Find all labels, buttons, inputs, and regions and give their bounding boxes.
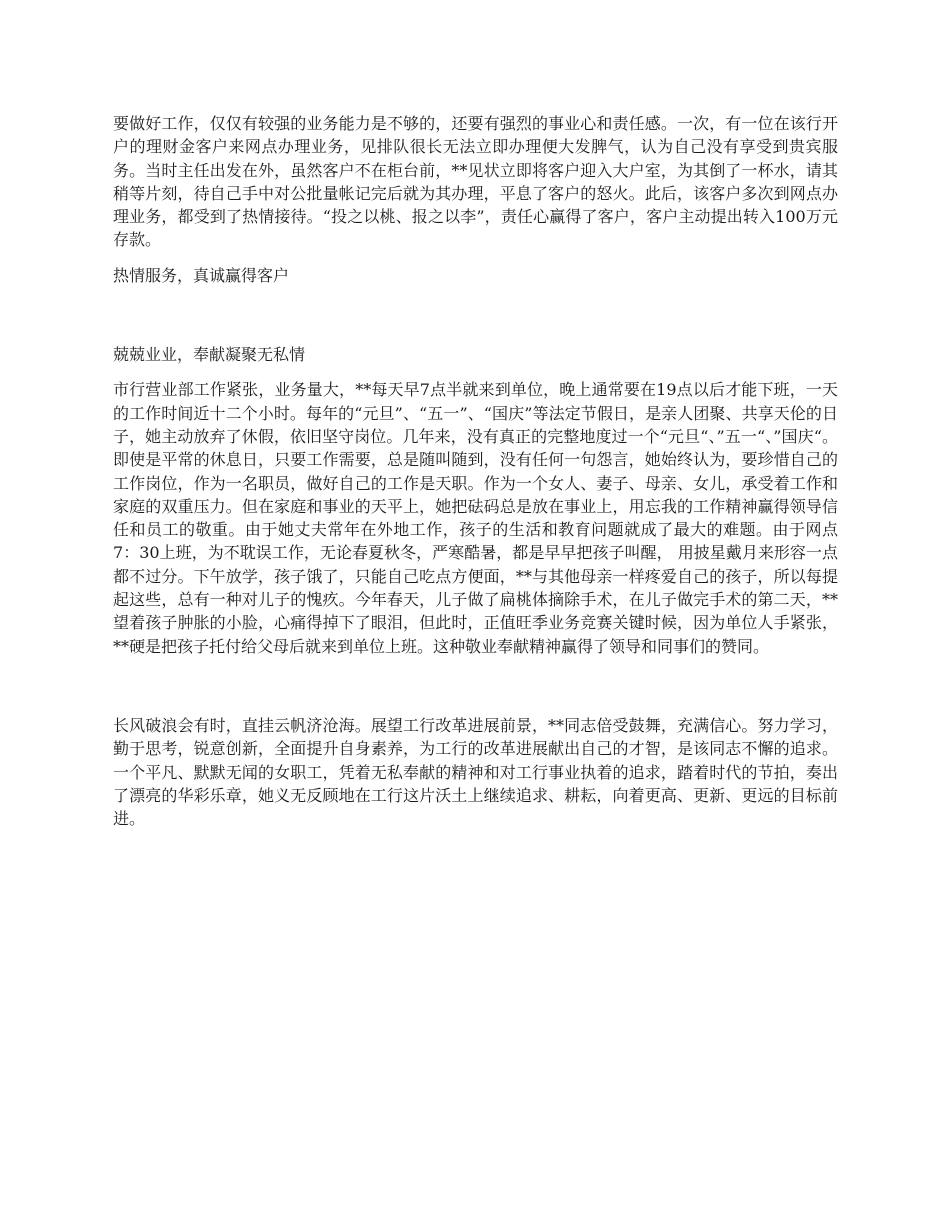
section-heading-dedication: 兢兢业业，奉献凝聚无私情 [113,345,306,365]
document-body [113,112,838,830]
paragraph-responsibility: 要做好工作，仅仅有较强的业务能力是不够的，还要有强烈的事业心和责任感。一次，有一位在该行开户的理财金客户来网点办理业务，见排队很长无法立即办理便大发脾气，认为自己没有享受到贵宾服务。当时主任出发在外，虽然客户不在柜台前，**见状立即将客户迎入大户室，为其倒了一杯水，请其稍等片刻，待自己手中对公批量帐记完后就为其办理，平息了客户的怒火。此后，该客户多次到网点办理业务，都受到了热情接待。“投之以桃、报之以李”，责任心赢得了客户，客户主动提出转入100万元存款。 [113,114,838,250]
section-heading-service: 热情服务，真诚赢得客户 [113,265,290,285]
paragraph-conclusion: 长风破浪会有时，直挂云帆济沧海。展望工行改革进展前景，**同志倍受鼓舞，充满信心。努力学习，勤于思考，锐意创新，全面提升自身素养，为工行的改革进展献出自己的才智，是该同志不懈的追求。一个平凡、默默无闻的女职工，凭着无私奉献的精神和对工行事业执着的追求，踏着时代的节拍，奏出了漂亮的华彩乐章，她义无反顾地在工行这片沃土上继续追求、耕耘，向着更高、更新、更远的目标前进。 [113,715,838,829]
paragraph-dedication: 市行营业部工作紧张，业务量大，**每天早7点半就来到单位，晚上通常要在19点以后才能下班，一天的工作时间近十二个小时。每年的“元旦”、“五一”、“国庆”等法定节假日，是亲人团聚、共享天伦的日子，她主动放弃了休假，依旧坚守岗位。几年来，没有真正的完整地度过一个“元旦“、”五一“、”国庆“。即使是平常的休息日，只要工作需要，总是随叫随到，没有任何一句怨言，她始终认为，要珍惜自己的工作岗位，作为一名职员，做好自己的工作是天职。作为一个女人、妻子、母亲、女儿，承受着工作和家庭的双重压力。但在家庭和事业的天平上，她把砝码总是放在事业上，用忘我的工作精神赢得领导信任和员工的敬重。由于她丈夫常年在外地工作，孩子的生活和教育问题就成了最大的难题。由于网点7：30上班，为不耽误工作，无论春夏秋冬，严寒酷暑，都是早早把孩子叫醒， 用披星戴月来形容一点都不过分。下午放学，孩子饿了，只能自己吃点方便面，**与其他母亲一样疼爱自己的孩子，所以每提起这些，总有一种对儿子的愧疚。今年春天，儿子做了扁桃体摘除手术，在儿子做完手术的第二天，**望着孩子肿胀的小脸，心痛得掉下了眼泪，但此时，正值旺季业务竞赛关键时候，因为单位人手紧张，**硬是把孩子托付给父母后就来到单位上班。这种敬业奉献精神赢得了领导和同事们的赞同。 [113,380,838,656]
